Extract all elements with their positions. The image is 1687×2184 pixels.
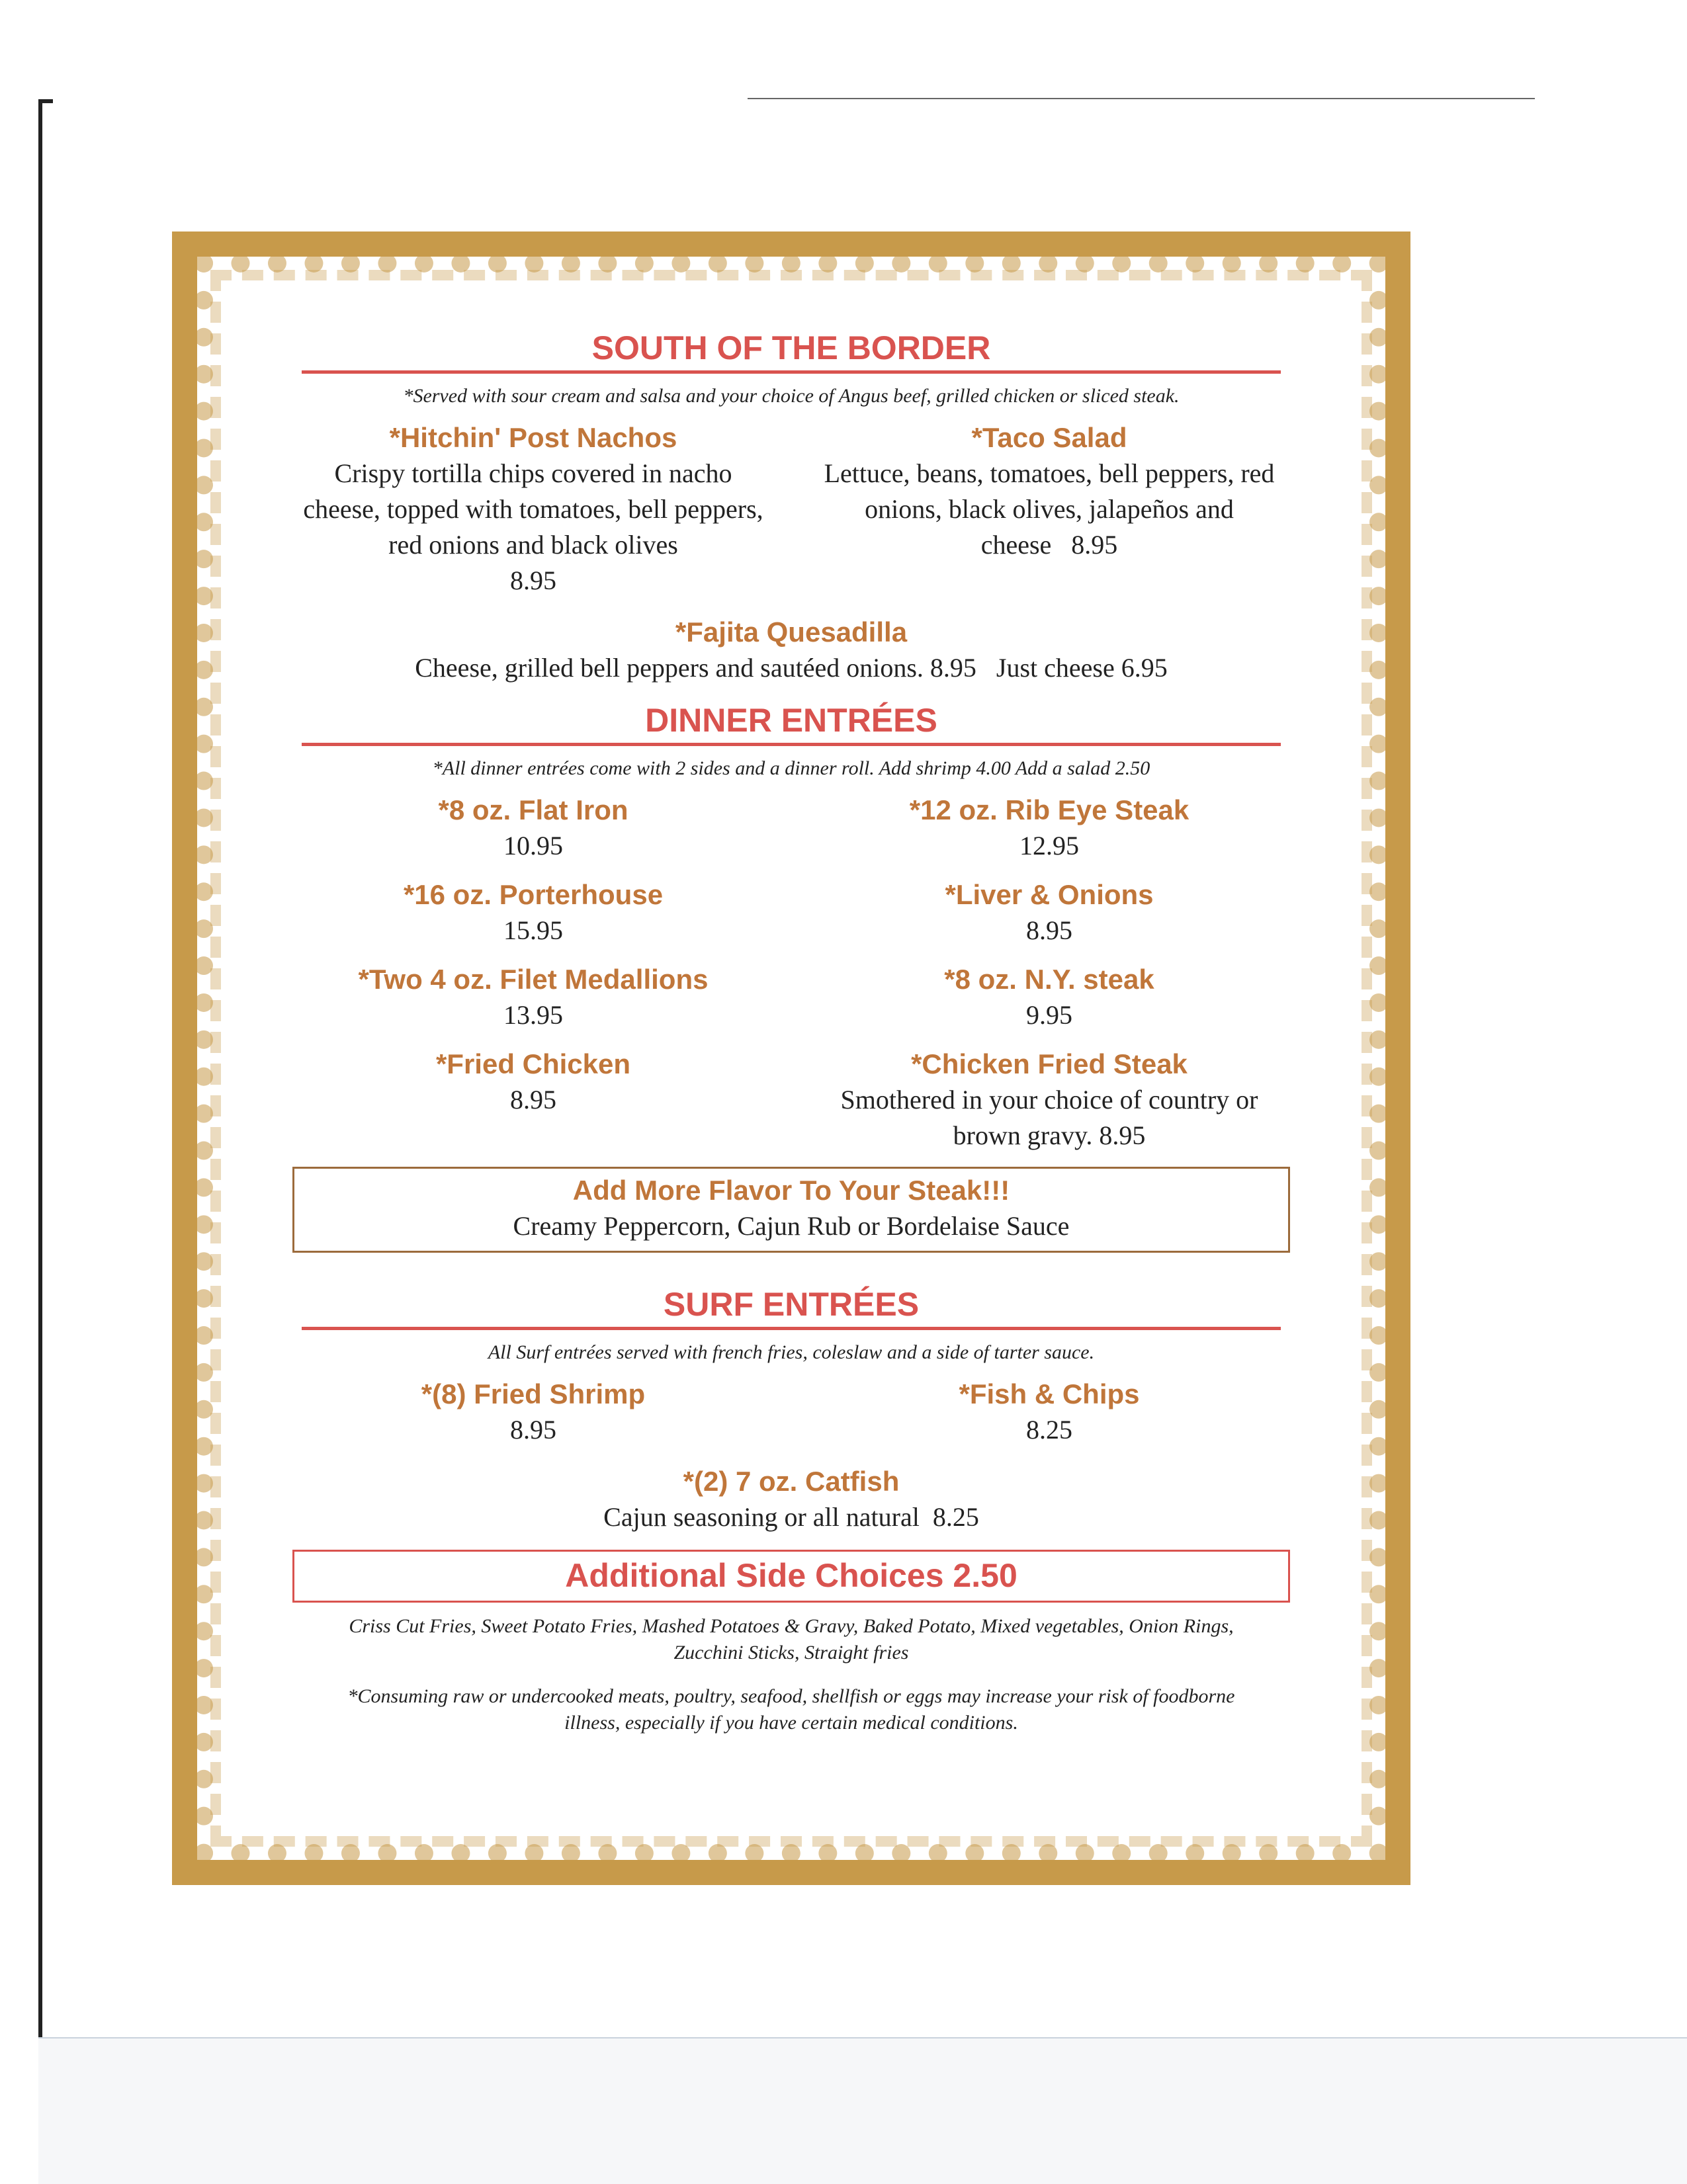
sides-list: Criss Cut Fries, Sweet Potato Fries, Mashed Potatoes & Gravy, Baked Potato, Mixed vegetables, Onion Rings, Zucchini Sticks, Straight fries [349,1615,1234,1663]
dinner-items [302,792,1281,1154]
item-price: 15.95 [503,915,563,945]
menu-frame [172,231,1410,1885]
item-name: *8 oz. Flat Iron [438,794,628,825]
flavor-desc: Creamy Peppercorn, Cajun Rub or Bordelaise Sauce [513,1211,1070,1241]
menu-content [302,328,1281,1736]
item-name: *(8) Fried Shrimp [421,1378,646,1409]
scan-bottom-area [38,2037,1687,2184]
item-name: *8 oz. N.Y. steak [944,964,1154,995]
sides-title: Additional Side Choices 2.50 [565,1557,1017,1594]
item-name: *Two 4 oz. Filet Medallions [358,964,709,995]
item-desc: Cajun seasoning or all natural 8.25 [603,1502,979,1532]
item-price: 10.95 [503,831,563,861]
item-desc: Cheese, grilled bell peppers and sautéed onions. 8.95 Just cheese 6.95 [415,653,1168,683]
section-note-surf: All Surf entrées served with french fries, coleslaw and a side of tarter sauce. [488,1341,1095,1363]
surf-items [302,1376,1281,1448]
item-name: *Taco Salad [971,422,1127,453]
item-name: *12 oz. Rib Eye Steak [909,794,1190,825]
item-desc-text: Lettuce, beans, tomatoes, bell peppers, red onions, black olives, jalapeños and cheese [824,458,1275,560]
menu-item [818,962,1281,1033]
section-rule [302,743,1281,746]
item-desc: Smothered in your choice of country or brown gravy. 8.95 [840,1085,1258,1150]
flavor-box [292,1167,1290,1253]
item-price: 13.95 [503,1000,563,1030]
item-desc [818,456,1281,563]
scan-edge-top-right [748,98,1535,99]
item-name: *Fish & Chips [959,1378,1140,1409]
scan-edge-top [38,99,53,103]
section-title-surf: SURF ENTRÉES [663,1286,920,1323]
menu-item [302,1046,765,1154]
disclaimer: *Consuming raw or undercooked meats, poultry, seafood, shellfish or eggs may increase your risk of foodborne illness, especially if you have certain medical conditions. [347,1685,1235,1734]
menu-item-taco-salad [818,420,1281,599]
item-price: 8.95 [510,1085,556,1114]
item-price: 8.95 [510,1415,556,1445]
scan-edge-left [38,99,42,2183]
section-rule [302,370,1281,374]
item-price: 9.95 [1026,1000,1072,1030]
item-name: *Chicken Fried Steak [911,1048,1188,1079]
menu-item [302,792,765,864]
sides-box [292,1550,1290,1603]
menu-item [302,877,765,948]
item-name: *Fried Chicken [435,1048,631,1079]
item-price: 8.25 [1026,1415,1072,1445]
item-desc: Crispy tortilla chips covered in nacho cheese, topped with tomatoes, bell peppers, red onions and black olives [303,458,763,560]
menu-item [818,1376,1281,1448]
section-note-dinner: *All dinner entrées come with 2 sides and a dinner roll. Add shrimp 4.00 Add a salad 2.50 [432,757,1150,779]
section-title-dinner: DINNER ENTRÉES [645,702,937,739]
section-rule [302,1327,1281,1330]
menu-item [818,1046,1281,1154]
section-title-south: SOUTH OF THE BORDER [591,329,991,366]
flavor-title: Add More Flavor To Your Steak!!! [572,1175,1010,1206]
item-name: *(2) 7 oz. Catfish [683,1466,900,1497]
item-price: 12.95 [1019,831,1079,861]
item-price: 8.95 [510,566,556,595]
menu-item-fajita-quesadilla [302,614,1281,686]
item-price: 8.95 [1026,915,1072,945]
item-name: *Fajita Quesadilla [675,616,908,648]
menu-item [302,962,765,1033]
item-price: 8.95 [1071,530,1118,560]
menu-item [302,1376,765,1448]
menu-item [818,877,1281,948]
menu-item-nachos [302,420,765,599]
item-name: *Liver & Onions [945,879,1154,910]
south-items [302,420,1281,599]
section-note-south: *Served with sour cream and salsa and your choice of Angus beef, grilled chicken or sliced steak. [403,385,1180,407]
menu-item [818,792,1281,864]
menu-item-catfish [302,1464,1281,1535]
item-name: *Hitchin' Post Nachos [389,422,677,453]
item-name: *16 oz. Porterhouse [403,879,664,910]
